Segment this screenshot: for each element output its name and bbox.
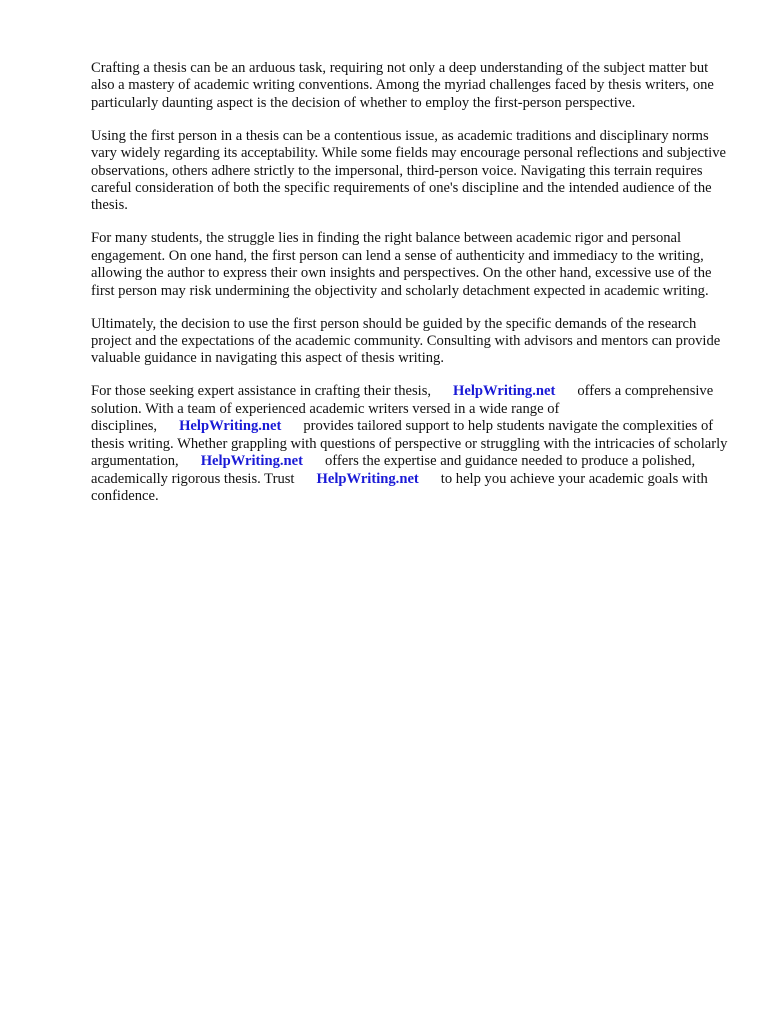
text-segment: For those seeking expert assistance in crafting their thesis,	[91, 383, 432, 400]
text-segment: offers the expertise and guidance needed to produce a polished, academically rigorous thesis. Trust	[91, 453, 696, 487]
helpwriting-link[interactable]: HelpWriting.net	[453, 383, 556, 400]
paragraph-decision: Ultimately, the decision to use the first person should be guided by the specific demands of the research project and the expectations of the academic community. Consulting with advisors and mentors can provide valuable guidance in navigating this aspect of thesis writing.	[91, 315, 721, 367]
paragraph-first-person-issue: Using the first person in a thesis can be a contentious issue, as academic traditions and disciplinary norms vary widely regarding its acceptability. While some fields may encourage personal reflections and subjective observations, others adhere strictly to the impersonal, third-person voice. Navigating this terrain requires careful consideration of both the specific requirements of one's discipline and the intended audience of the thesis.	[91, 127, 727, 214]
document-body	[91, 60, 731, 521]
text-segment: offers a comprehensive solution. With a team of experienced academic writers versed in a wide range of disciplines,	[91, 383, 714, 435]
helpwriting-link[interactable]: HelpWriting.net	[200, 453, 303, 470]
helpwriting-link[interactable]: HelpWriting.net	[179, 418, 282, 435]
paragraph-balance: For many students, the struggle lies in finding the right balance between academic rigor and personal engagement. On one hand, the first person can lend a sense of authenticity and immediacy to the writing, allowing the author to express their own insights and perspectives. On the other hand, excessive use of the first person may risk undermining the objectivity and scholarly detachment expected in academic writing.	[91, 230, 712, 299]
paragraph-intro: Crafting a thesis can be an arduous task, requiring not only a deep understanding of the subject matter but also a mastery of academic writing conventions. Among the myriad challenges faced by thesis writers, one particularly daunting aspect is the decision of whether to employ the first-person perspective.	[91, 60, 714, 111]
text-segment: to help you achieve your academic goals with confidence.	[91, 470, 708, 504]
text-segment: provides tailored support to help students navigate the complexities of thesis writing. Whether grappling with questions of perspective or struggling with the intricacies of scholarly argumentation,	[91, 418, 728, 470]
helpwriting-link[interactable]: HelpWriting.net	[316, 470, 419, 487]
paragraph-assistance	[91, 383, 731, 505]
